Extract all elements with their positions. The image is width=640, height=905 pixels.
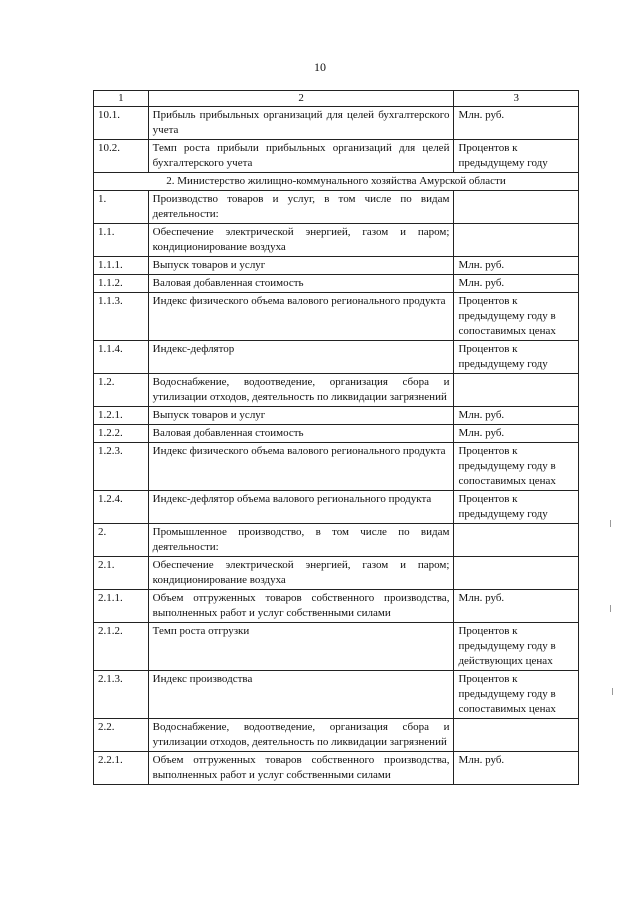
indicators-table-body: [94, 91, 579, 785]
row-number: 2.1.: [94, 557, 149, 590]
table-row: [94, 140, 579, 173]
indicators-table: [93, 90, 579, 785]
row-number: 10.1.: [94, 107, 149, 140]
row-unit: Процентов к предыдущему году: [454, 491, 579, 524]
row-description: Выпуск товаров и услуг: [148, 407, 454, 425]
table-row: [94, 191, 579, 224]
row-description: Индекс производства: [148, 671, 454, 719]
row-unit: Процентов к предыдущему году в сопоставимых ценах: [454, 293, 579, 341]
row-unit: Млн. руб.: [454, 752, 579, 785]
row-description: Индекс-дефлятор объема валового регионального продукта: [148, 491, 454, 524]
table-row: [94, 374, 579, 407]
row-unit: [454, 191, 579, 224]
row-unit: Млн. руб.: [454, 275, 579, 293]
row-number: 1.1.3.: [94, 293, 149, 341]
table-row: [94, 443, 579, 491]
row-description: Валовая добавленная стоимость: [148, 275, 454, 293]
row-number: 1.2.4.: [94, 491, 149, 524]
margin-mark: [610, 605, 611, 612]
table-row: [94, 671, 579, 719]
row-number: 1.1.2.: [94, 275, 149, 293]
margin-mark: [610, 520, 611, 527]
row-description: Темп роста прибыли прибыльных организаций для целей бухгалтерского учета: [148, 140, 454, 173]
margin-mark: [612, 688, 613, 695]
row-description: Индекс физического объема валового регионального продукта: [148, 443, 454, 491]
row-unit: Млн. руб.: [454, 590, 579, 623]
row-unit: Процентов к предыдущему году в сопоставимых ценах: [454, 443, 579, 491]
table-row: [94, 590, 579, 623]
page-number: 10: [314, 60, 326, 74]
table-row: [94, 293, 579, 341]
row-number: 10.2.: [94, 140, 149, 173]
row-unit: Процентов к предыдущему году: [454, 140, 579, 173]
table-header-row: [94, 91, 579, 107]
row-number: 2.1.2.: [94, 623, 149, 671]
table-row: [94, 623, 579, 671]
row-description: Водоснабжение, водоотведение, организация сбора и утилизации отходов, деятельность по ликвидации загрязнений: [148, 719, 454, 752]
table-row: [94, 407, 579, 425]
table-row: [94, 341, 579, 374]
row-unit: Млн. руб.: [454, 257, 579, 275]
row-number: 2.: [94, 524, 149, 557]
row-description: Индекс-дефлятор: [148, 341, 454, 374]
row-description: Выпуск товаров и услуг: [148, 257, 454, 275]
row-unit: [454, 224, 579, 257]
table-row: [94, 275, 579, 293]
row-description: Обеспечение электрической энергией, газом и паром; кондиционирование воздуха: [148, 224, 454, 257]
row-unit: Процентов к предыдущему году в действующих ценах: [454, 623, 579, 671]
row-description: Темп роста отгрузки: [148, 623, 454, 671]
row-number: 1.1.1.: [94, 257, 149, 275]
row-number: 1.2.2.: [94, 425, 149, 443]
table-row: [94, 425, 579, 443]
row-unit: Млн. руб.: [454, 107, 579, 140]
row-description: Водоснабжение, водоотведение, организация сбора и утилизации отходов, деятельность по ликвидации загрязнений: [148, 374, 454, 407]
column-header-1: 1: [94, 91, 149, 107]
row-description: Обеспечение электрической энергией, газом и паром; кондиционирование воздуха: [148, 557, 454, 590]
row-unit: [454, 557, 579, 590]
row-number: 2.2.1.: [94, 752, 149, 785]
row-number: 2.2.: [94, 719, 149, 752]
table-row: [94, 257, 579, 275]
row-unit: Процентов к предыдущему году: [454, 341, 579, 374]
row-number: 1.1.4.: [94, 341, 149, 374]
row-unit: Процентов к предыдущему году в сопоставимых ценах: [454, 671, 579, 719]
table-row: [94, 491, 579, 524]
row-description: Индекс физического объема валового регионального продукта: [148, 293, 454, 341]
section-row: [94, 173, 579, 191]
row-description: Промышленное производство, в том числе по видам деятельности:: [148, 524, 454, 557]
row-number: 1.2.3.: [94, 443, 149, 491]
table-row: [94, 719, 579, 752]
row-unit: Млн. руб.: [454, 425, 579, 443]
row-description: Производство товаров и услуг, в том числе по видам деятельности:: [148, 191, 454, 224]
row-description: Прибыль прибыльных организаций для целей бухгалтерского учета: [148, 107, 454, 140]
row-unit: [454, 374, 579, 407]
row-number: 1.: [94, 191, 149, 224]
row-number: 1.2.: [94, 374, 149, 407]
column-header-2: 2: [148, 91, 454, 107]
row-description: Объем отгруженных товаров собственного производства, выполненных работ и услуг собственными силами: [148, 752, 454, 785]
row-number: 2.1.1.: [94, 590, 149, 623]
table-row: [94, 752, 579, 785]
row-unit: [454, 719, 579, 752]
table-row: [94, 107, 579, 140]
row-number: 1.2.1.: [94, 407, 149, 425]
row-unit: [454, 524, 579, 557]
column-header-3: 3: [454, 91, 579, 107]
table-row: [94, 557, 579, 590]
row-number: 1.1.: [94, 224, 149, 257]
row-description: Валовая добавленная стоимость: [148, 425, 454, 443]
table-row: [94, 524, 579, 557]
row-description: Объем отгруженных товаров собственного производства, выполненных работ и услуг собственными силами: [148, 590, 454, 623]
table-row: [94, 224, 579, 257]
row-unit: Млн. руб.: [454, 407, 579, 425]
section-title: 2. Министерство жилищно-коммунального хозяйства Амурской области: [94, 173, 579, 191]
row-number: 2.1.3.: [94, 671, 149, 719]
